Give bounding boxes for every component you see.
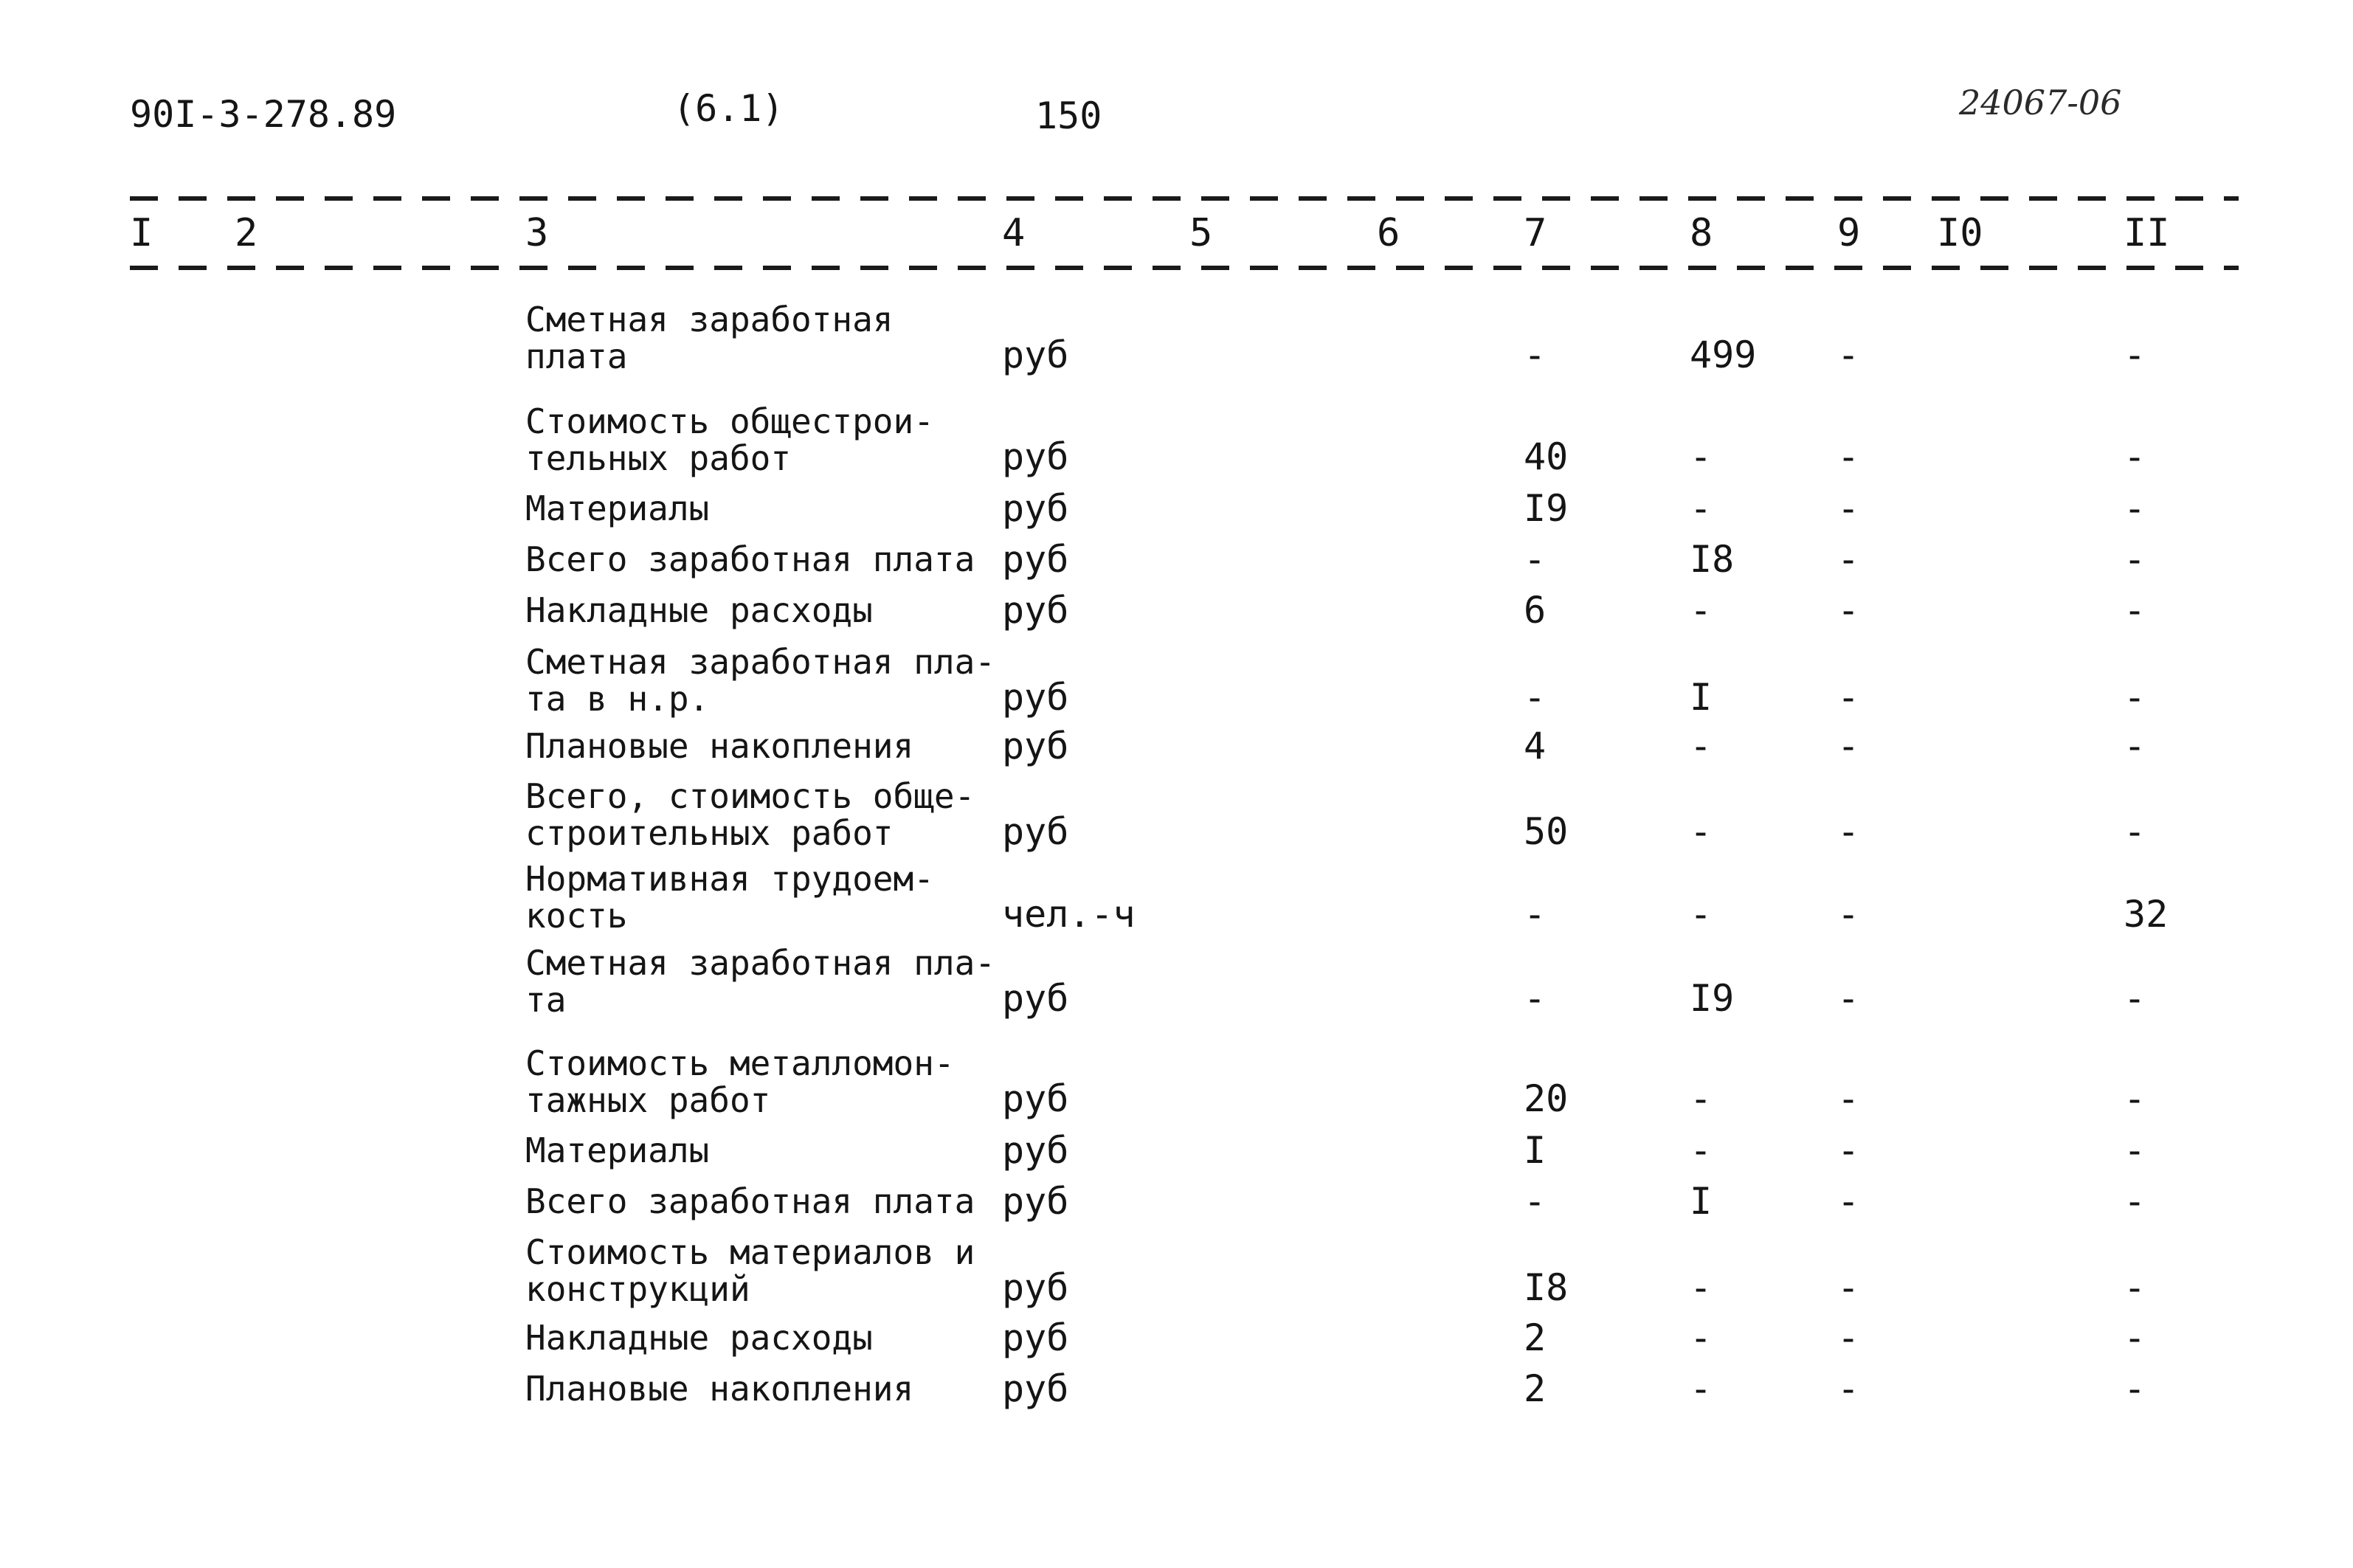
row-col11-value: - (2124, 1266, 2146, 1309)
row-col11-value: - (2124, 1077, 2146, 1120)
row-description: Всего, стоимость обще- строительных работ (525, 776, 975, 853)
row-col7-value: I8 (1524, 1266, 1569, 1309)
row-col11-value: - (2124, 487, 2146, 530)
column-header-6: 6 (1377, 211, 1400, 255)
column-header-8: 8 (1690, 211, 1713, 255)
row-col8-value: - (1690, 1129, 1713, 1172)
row-col8-value: - (1690, 589, 1713, 632)
row-col7-value: 2 (1524, 1316, 1547, 1359)
row-col9-value: - (1837, 334, 1860, 376)
row-unit: руб (1002, 487, 1069, 530)
row-col11-value: - (2124, 1316, 2146, 1359)
row-col7-value: 2 (1524, 1367, 1547, 1410)
column-header-3: 3 (525, 211, 549, 255)
row-unit: руб (1002, 334, 1069, 376)
row-col9-value: - (1837, 435, 1860, 478)
row-col7-value: 20 (1524, 1077, 1569, 1120)
handwritten-inventory-number: 24067-06 (1959, 83, 2122, 122)
row-unit: руб (1002, 538, 1069, 581)
row-col11-value: - (2124, 1129, 2146, 1172)
row-description: Плановые накопления (525, 726, 914, 766)
row-unit: руб (1002, 725, 1069, 767)
row-description: Сметная заработная плата (525, 300, 894, 376)
row-col9-value: - (1837, 487, 1860, 530)
column-header-7: 7 (1524, 211, 1547, 255)
row-unit: руб (1002, 435, 1069, 478)
column-header-1: I (130, 211, 153, 255)
row-col11-value: - (2124, 334, 2146, 376)
row-col8-value: I (1690, 676, 1713, 719)
row-col11-value: - (2124, 538, 2146, 581)
row-col8-value: - (1690, 1266, 1713, 1309)
row-col8-value: I9 (1690, 977, 1735, 1020)
row-col8-value: 499 (1690, 334, 1757, 376)
row-description: Накладные расходы (525, 1318, 873, 1358)
row-unit: руб (1002, 1077, 1069, 1120)
row-col11-value: - (2124, 1180, 2146, 1223)
row-col11-value: - (2124, 725, 2146, 767)
row-unit: руб (1002, 977, 1069, 1020)
row-description: Накладные расходы (525, 590, 873, 630)
row-col8-value: - (1690, 1367, 1713, 1410)
page-number: 150 (1035, 94, 1102, 137)
row-col7-value: - (1524, 893, 1547, 936)
row-description: Всего заработная плата (525, 1181, 975, 1221)
column-header-11: II (2124, 211, 2170, 255)
row-col7-value: - (1524, 977, 1547, 1020)
row-col7-value: 40 (1524, 435, 1569, 478)
row-col8-value: - (1690, 810, 1713, 853)
row-col11-value: - (2124, 676, 2146, 719)
table-header-bottom-rule (130, 266, 2239, 270)
row-col8-value: - (1690, 1316, 1713, 1359)
row-description: Нормативная трудоем- кость (525, 859, 934, 936)
column-header-10: I0 (1937, 211, 1983, 255)
row-col9-value: - (1837, 1266, 1860, 1309)
row-col9-value: - (1837, 1077, 1860, 1120)
column-header-5: 5 (1189, 211, 1213, 255)
row-col8-value: I8 (1690, 538, 1735, 581)
row-col7-value: I (1524, 1129, 1547, 1172)
row-col9-value: - (1837, 1180, 1860, 1223)
row-col8-value: - (1690, 487, 1713, 530)
column-header-2: 2 (235, 211, 258, 255)
row-col11-value: - (2124, 589, 2146, 632)
row-col9-value: - (1837, 589, 1860, 632)
row-description: Всего заработная плата (525, 539, 975, 579)
row-col8-value: - (1690, 1077, 1713, 1120)
document-code: 90I-3-278.89 (130, 93, 397, 136)
row-col11-value: - (2124, 810, 2146, 853)
row-unit: руб (1002, 1316, 1069, 1359)
row-col9-value: - (1837, 538, 1860, 581)
section-number: (6.1) (673, 87, 784, 130)
row-col7-value: 50 (1524, 810, 1569, 853)
row-unit: руб (1002, 1129, 1069, 1172)
row-unit: руб (1002, 1180, 1069, 1223)
row-col8-value: - (1690, 435, 1713, 478)
row-description: Плановые накопления (525, 1369, 914, 1409)
row-col9-value: - (1837, 1316, 1860, 1359)
row-unit: руб (1002, 810, 1069, 853)
row-col7-value: - (1524, 538, 1547, 581)
row-unit: чел.-ч (1002, 893, 1136, 936)
row-col9-value: - (1837, 1129, 1860, 1172)
row-col9-value: - (1837, 1367, 1860, 1410)
row-description: Стоимость металломон- тажных работ (525, 1043, 955, 1120)
row-col7-value: 6 (1524, 589, 1547, 632)
row-unit: руб (1002, 676, 1069, 719)
row-unit: руб (1002, 1266, 1069, 1309)
row-description: Материалы (525, 488, 710, 528)
row-unit: руб (1002, 589, 1069, 632)
row-col8-value: I (1690, 1180, 1713, 1223)
row-col11-value: - (2124, 1367, 2146, 1410)
row-description: Сметная заработная пла- та в н.р. (525, 642, 995, 719)
row-col11-value: 32 (2124, 893, 2169, 936)
row-col7-value: - (1524, 676, 1547, 719)
row-unit: руб (1002, 1367, 1069, 1410)
row-col9-value: - (1837, 977, 1860, 1020)
row-col7-value: I9 (1524, 487, 1569, 530)
row-col8-value: - (1690, 893, 1713, 936)
column-header-9: 9 (1837, 211, 1861, 255)
row-description: Сметная заработная пла- та (525, 943, 995, 1020)
row-col9-value: - (1837, 893, 1860, 936)
row-col7-value: - (1524, 1180, 1547, 1223)
row-col7-value: - (1524, 334, 1547, 376)
row-description: Материалы (525, 1130, 710, 1170)
row-col9-value: - (1837, 810, 1860, 853)
row-col7-value: 4 (1524, 725, 1547, 767)
column-header-4: 4 (1002, 211, 1026, 255)
row-col8-value: - (1690, 725, 1713, 767)
row-col9-value: - (1837, 725, 1860, 767)
table-top-rule (130, 196, 2239, 201)
row-col11-value: - (2124, 977, 2146, 1020)
row-description: Стоимость общестрои- тельных работ (525, 401, 934, 478)
row-col9-value: - (1837, 676, 1860, 719)
row-description: Стоимость материалов и конструкций (525, 1232, 975, 1309)
row-col11-value: - (2124, 435, 2146, 478)
